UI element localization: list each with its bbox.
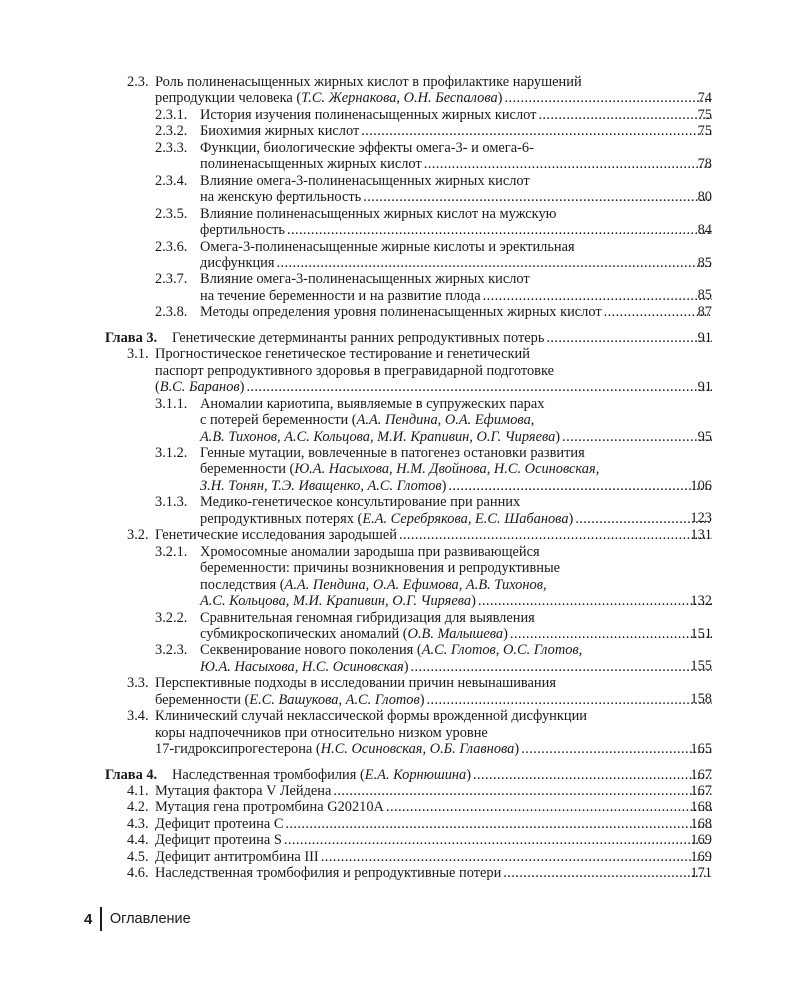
toc-entry[interactable] (0, 445, 800, 494)
toc-title-text: паспорт репродуктивного здоровья в прегравидарной подготовке (155, 362, 554, 379)
toc-entry-number: 3.1. (127, 346, 149, 363)
toc-page-number: 75 (697, 123, 712, 140)
toc-entry-title (0, 74, 800, 107)
toc-entry-number: 3.4. (127, 708, 149, 725)
toc-authors: Е.А. Серебрякова, Е.С. Шабанова (362, 510, 569, 527)
toc-entry[interactable] (0, 173, 800, 206)
toc-title-text: Наследственная тромбофилия ( (172, 766, 365, 783)
toc-title-text: Хромосомные аномалии зародыша при развивающейся (200, 543, 540, 560)
toc-title-text: Влияние омега-3-полиненасыщенных жирных кислот (200, 271, 530, 288)
toc-authors: А.С. Глотов, О.С. Глотов, (421, 642, 583, 659)
toc-page-number: 78 (697, 155, 712, 172)
toc-title-text: Перспективные подходы в исследовании причин невынашивания (155, 675, 556, 692)
toc-title-text: Генетические исследования зародышей (155, 527, 397, 544)
toc-title-text: ) (503, 625, 508, 642)
toc-page-number: 168 (690, 799, 712, 816)
toc-entry[interactable] (0, 675, 800, 708)
dot-leader (282, 832, 712, 848)
toc-entry[interactable] (0, 849, 800, 865)
toc-title-text: Наследственная тромбофилия и репродуктивные потери (155, 865, 502, 882)
toc-title-text: Омега-3-полиненасыщенные жирные кислоты и эректильная (200, 238, 575, 255)
toc-entry-number: 3.1.2. (155, 444, 188, 461)
toc-entry-number: 3.2.1. (155, 543, 188, 560)
toc-entry-number: 4.6. (127, 865, 149, 882)
toc-entry-number: 3.1.3. (155, 494, 188, 511)
toc-page-number: 169 (690, 832, 712, 849)
toc-entry-number: 3.3. (127, 675, 149, 692)
toc-title-text: репродуктивных потерях ( (200, 510, 363, 527)
toc-title-text: Влияние омега-3-полиненасыщенных жирных кислот (200, 172, 530, 189)
toc-entry-number: Глава 3. (105, 329, 158, 346)
toc-page-number: 84 (697, 221, 712, 238)
toc-authors: В.С. Баранов (159, 379, 240, 396)
toc-entry-number: 3.2.3. (155, 642, 188, 659)
toc-title-text: Клинический случай неклассической формы врожденной дисфункции (155, 708, 587, 725)
toc-entry[interactable] (0, 783, 800, 799)
toc-title-text: ( (155, 379, 160, 396)
toc-page-number: 91 (697, 329, 712, 346)
toc-page-number: 155 (690, 658, 712, 675)
toc-authors: А.А. Пендина, О.А. Ефимова, А.В. Тихонов, (284, 576, 547, 593)
toc-page-number: 131 (690, 527, 712, 544)
toc-entry-number: 2.3. (127, 74, 149, 90)
toc-title-text: Мутация гена протромбина G20210A (155, 799, 384, 816)
toc-title-text: Генные мутации, вовлеченные в патогенез остановки развития (200, 444, 585, 461)
dot-leader (422, 156, 712, 172)
dot-leader (244, 379, 712, 395)
toc-title-text: Дефицит протеина С (155, 815, 284, 832)
toc-entry[interactable] (0, 494, 800, 527)
dot-leader (361, 189, 712, 205)
toc-entry[interactable] (0, 832, 800, 848)
toc-page-number: 169 (690, 848, 712, 865)
toc-entry-title (0, 783, 800, 799)
toc-page-number: 74 (697, 90, 712, 106)
toc-title-text: ) (239, 379, 245, 396)
toc-title-text: Сравнительная геномная гибридизация для выявления (200, 609, 535, 626)
dot-leader (476, 593, 712, 609)
toc-entry-title (0, 849, 800, 865)
toc-title-text: ) (441, 477, 447, 494)
toc-title-text: Биохимия жирных кислот (200, 123, 360, 140)
toc-page-number: 95 (697, 428, 712, 445)
toc-entry-number: 3.2. (127, 527, 149, 544)
toc-title-text: Медико-генетическое консультирование при ранних (200, 494, 521, 511)
toc-entry-title (0, 396, 800, 445)
toc-entry[interactable] (0, 346, 800, 395)
toc-title-text: Прогностическое генетическое тестирование и генетический (155, 346, 530, 363)
toc-authors: А.В. Тихонов, А.С. Кольцова, М.И. Крапивин, О.Г. Чиряева (200, 428, 556, 445)
toc-title-text: Влияние полиненасыщенных жирных кислот на мужскую (200, 205, 557, 222)
toc-entry[interactable] (0, 123, 800, 139)
table-of-contents (0, 74, 800, 882)
toc-page-number: 151 (690, 625, 712, 642)
toc-entry[interactable] (0, 865, 800, 881)
toc-entry[interactable] (0, 330, 800, 346)
toc-authors: А.А. Пендина, О.А. Ефимова, (356, 412, 535, 429)
toc-entry-title (0, 610, 800, 643)
toc-entry-title (0, 675, 800, 708)
dot-leader (502, 90, 712, 106)
toc-title-text: История изучения полиненасыщенных жирных кислот (200, 106, 537, 123)
toc-entry-title (0, 206, 800, 239)
toc-title-text: коры надпочечников при относительно низком уровне (155, 724, 488, 741)
toc-page-number: 91 (697, 379, 712, 396)
toc-title-text: ) (466, 766, 472, 783)
toc-entry[interactable] (0, 708, 800, 757)
toc-authors: Н.С. Осиновская, О.Б. Главнова (320, 741, 515, 758)
dot-leader (446, 478, 712, 494)
toc-title-text: репродукции человека ( (155, 90, 302, 107)
toc-authors: А.С. Кольцова, М.И. Крапивин, О.Г. Чиряева (200, 593, 472, 610)
toc-title-text: ) (419, 691, 425, 708)
toc-entry-title (0, 816, 800, 832)
toc-page-number: 165 (690, 741, 712, 758)
toc-title-text: полиненасыщенных жирных кислот (200, 156, 422, 173)
toc-page-number: 80 (697, 188, 712, 205)
toc-entry-title (0, 799, 800, 815)
toc-title-text: ) (471, 593, 476, 610)
toc-entry[interactable] (0, 767, 800, 783)
toc-page-number: 85 (697, 254, 712, 271)
toc-title-text: фертильность (200, 222, 285, 239)
toc-entry-title (0, 527, 800, 543)
toc-authors: Ю.А. Насыхова, Н.С. Осиновская (200, 658, 404, 675)
toc-title-text: Дефицит антитромбина III (155, 848, 319, 865)
toc-entry-title (0, 544, 800, 610)
page-footer (84, 906, 191, 932)
toc-entry[interactable] (0, 544, 800, 610)
toc-entry[interactable] (0, 396, 800, 445)
dot-leader (274, 255, 712, 271)
toc-title-text: беременности ( (155, 691, 250, 708)
toc-entry[interactable] (0, 642, 800, 675)
toc-entry-title (0, 865, 800, 881)
dot-leader (471, 767, 712, 783)
toc-entry-number: 4.4. (127, 832, 149, 849)
toc-title-text: Функции, биологические эффекты омега-3- и омега-6- (200, 139, 534, 156)
running-section-title: Оглавление (109, 911, 191, 927)
dot-leader (285, 222, 712, 238)
toc-entry[interactable] (0, 610, 800, 643)
toc-entry-title (0, 832, 800, 848)
toc-page-number: 85 (697, 287, 712, 304)
toc-title-text: субмикроскопических аномалий ( (200, 625, 408, 642)
toc-entry-title (0, 239, 800, 272)
toc-title-text: беременности: причины возникновения и репродуктивные (200, 560, 561, 577)
toc-entry-title (0, 346, 800, 395)
toc-entry-number: 2.3.1. (155, 106, 188, 123)
dot-leader (384, 799, 712, 815)
toc-page-number: 168 (690, 815, 712, 832)
toc-entry-number: 4.5. (127, 848, 149, 865)
toc-authors: Т.С. Жернакова, О.Н. Беспалова (301, 90, 498, 107)
toc-entry-number: 2.3.6. (155, 238, 188, 255)
toc-entry-title (0, 107, 800, 123)
toc-entry[interactable] (0, 107, 800, 123)
toc-entry-number: 4.2. (127, 799, 149, 816)
dot-leader (331, 783, 712, 799)
toc-entry[interactable] (0, 304, 800, 320)
toc-authors: Е.С. Вашукова, А.С. Глотов (249, 691, 420, 708)
toc-title-text: Дефицит протеина S (155, 832, 282, 849)
toc-entry-number: 2.3.4. (155, 172, 188, 189)
dot-leader (397, 527, 712, 543)
toc-page-number: 106 (690, 477, 712, 494)
toc-entry-title (0, 140, 800, 173)
toc-entry[interactable] (0, 816, 800, 832)
dot-leader (409, 659, 712, 675)
toc-title-text: дисфункция (200, 254, 275, 271)
toc-title-text: ) (568, 510, 574, 527)
toc-entry[interactable] (0, 206, 800, 239)
toc-page-number: 75 (697, 106, 712, 123)
toc-entry-title (0, 642, 800, 675)
toc-entry[interactable] (0, 74, 800, 107)
toc-authors: Е.А. Корнюшина (364, 766, 467, 783)
toc-entry[interactable] (0, 271, 800, 304)
toc-page-number: 132 (690, 592, 712, 609)
toc-title-text: ) (514, 741, 520, 758)
toc-title-text: последствия ( (200, 576, 285, 593)
toc-title-text: Генетические детерминанты ранних репродуктивных потерь (172, 329, 545, 346)
dot-leader (501, 865, 712, 881)
dot-leader (425, 692, 712, 708)
toc-title-text: ) (555, 428, 561, 445)
toc-entry-number: 4.3. (127, 815, 149, 832)
toc-title-text: 17-гидроксипрогестерона ( (155, 741, 321, 758)
toc-title-text: Методы определения уровня полиненасыщенных жирных кислот (200, 304, 602, 321)
toc-title-text: Секвенирование нового поколения ( (200, 642, 422, 659)
toc-page-number: 167 (690, 783, 712, 800)
toc-title-text: ) (403, 658, 409, 675)
toc-title-text: на течение беременности и на развитие плода (200, 287, 481, 304)
toc-entry-number: 4.1. (127, 783, 149, 800)
toc-page-number: 167 (690, 766, 712, 783)
toc-entry-title (0, 304, 800, 320)
dot-leader (319, 849, 712, 865)
toc-title-text: Мутация фактора V Лейдена (155, 783, 332, 800)
toc-entry-title (0, 271, 800, 304)
toc-title-text: ) (497, 90, 503, 107)
toc-entry-title (0, 123, 800, 139)
toc-entry[interactable] (0, 527, 800, 543)
toc-entry-number: 3.2.2. (155, 609, 188, 626)
toc-entry-number: 2.3.2. (155, 123, 188, 140)
toc-page-number: 171 (690, 865, 712, 882)
dot-leader (359, 123, 712, 139)
toc-entry-number: Глава 4. (105, 766, 158, 783)
toc-entry[interactable] (0, 239, 800, 272)
toc-page-number: 87 (697, 304, 712, 321)
toc-entry-title (0, 494, 800, 527)
page-number: 4 (84, 910, 93, 928)
toc-entry-number: 2.3.5. (155, 205, 188, 222)
toc-authors: Ю.А. Насыхова, Н.М. Двойнова, Н.С. Осиновская, (294, 461, 600, 478)
toc-entry-number: 2.3.8. (155, 304, 188, 321)
toc-authors: О.В. Малышева (407, 625, 504, 642)
toc-entry-title (0, 173, 800, 206)
toc-title-text: с потерей беременности ( (200, 412, 357, 429)
footer-divider (100, 907, 102, 931)
toc-entry-title (0, 445, 800, 494)
toc-entry-title (0, 708, 800, 757)
toc-title-text: Роль полиненасыщенных жирных кислот в профилактике нарушений (155, 74, 582, 90)
toc-title-text: беременности ( (200, 461, 295, 478)
toc-page-number: 123 (690, 510, 712, 527)
toc-title-text: на женскую фертильность (200, 189, 362, 206)
dot-leader (283, 816, 712, 832)
dot-leader (481, 288, 712, 304)
toc-entry-number: 2.3.7. (155, 271, 188, 288)
toc-page-number: 158 (690, 691, 712, 708)
toc-authors: З.Н. Тонян, Т.Э. Иващенко, А.С. Глотов (200, 477, 442, 494)
toc-title-text: Аномалии кариотипа, выявляемые в супружеских парах (200, 395, 545, 412)
toc-entry[interactable] (0, 140, 800, 173)
toc-entry-number: 2.3.3. (155, 139, 188, 156)
toc-entry[interactable] (0, 799, 800, 815)
toc-entry-number: 3.1.1. (155, 395, 188, 412)
